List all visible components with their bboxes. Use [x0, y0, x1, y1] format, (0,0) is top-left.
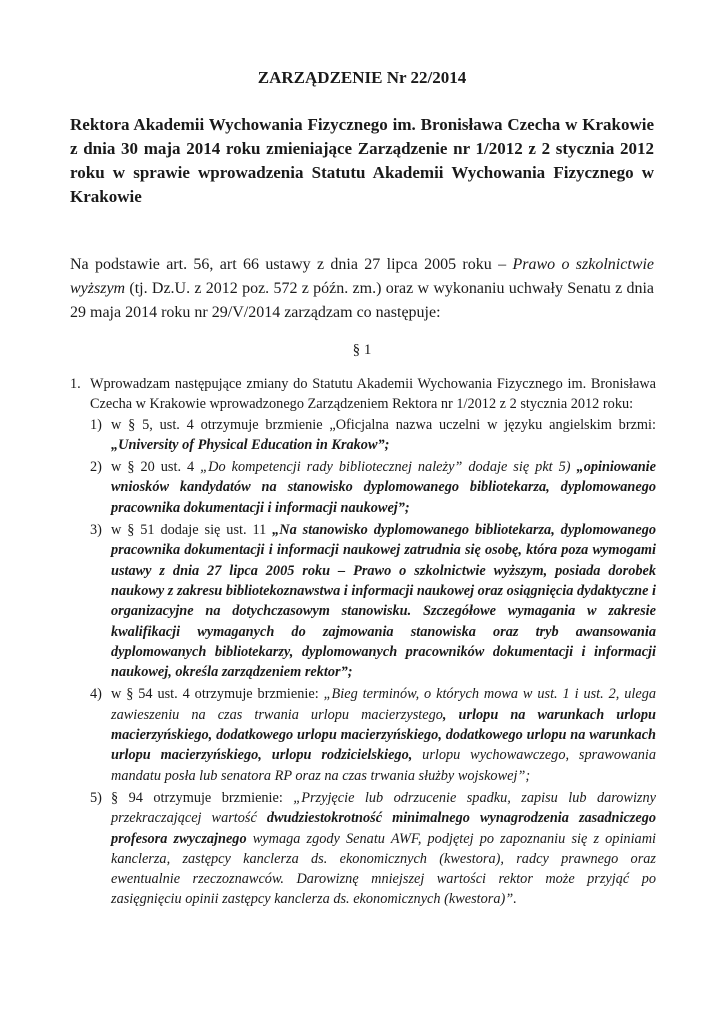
subitem-number: 2) — [90, 459, 102, 476]
subitem-text: w § 54 ust. 4 otrzymuje brzmienie: — [111, 686, 324, 703]
subitem-text: w § 20 ust. 4 — [111, 459, 201, 476]
subitem-number: 5) — [90, 789, 102, 806]
subitem-text: w § 5, ust. 4 otrzymuje brzmienie „Oficjalna nazwa uczelni w języku angielskim brzmi: — [111, 416, 656, 433]
subitem-4 — [70, 684, 656, 785]
document-subtitle: Rektora Akademii Wychowania Fizycznego im. Bronisława Czecha w Krakowie z dnia 30 maja 2014 roku zmieniające Zarządzenie nr 1/2012 z 2 stycznia 2012 roku w sprawie wprowadzenia Statutu Akademii Wychowania Fizycznego w Krakowie — [70, 115, 654, 206]
subitem-2 — [70, 457, 656, 518]
subitem-italic-text-end: urlopu wychowawczego, sprawowania mandatu posła lub senatora RP oraz na czas trwania służby wojskowej”; — [111, 747, 656, 784]
preamble-text-continued: (tj. Dz.U. z 2012 poz. 572 z późn. zm.) oraz w wykonaniu uchwały Senatu z dnia 29 maja 2014 roku nr 29/V/2014 zarządzam co następuje: — [70, 280, 654, 321]
subitem-italic-text: „Przyjęcie lub odrzucenie spadku, zapisu lub darowizny przekraczającej wartość — [111, 789, 656, 827]
subitems-list — [70, 415, 656, 910]
list-item-text: Wprowadzam następujące zmiany do Statutu Akademii Wychowania Fizycznego im. Bronisława Czecha w Krakowie wprowadzonego Zarządzeniem Rektora nr 1/2012 z 2 stycznia 2012 roku: — [90, 376, 656, 413]
document-title: ZARZĄDZENIE Nr 22/2014 — [257, 68, 467, 87]
subitem-number: 3) — [90, 522, 102, 539]
subitem-quote: dwudziestokrotność minimalnego wynagrodzenia zasadniczego profesora zwyczajnego — [111, 810, 656, 847]
subitem-quote: „opiniowanie wniosków kandydatów na stanowisko dyplomowanego bibliotekarza, dyplomowanego pracownika dokumentacji i informacji naukowej”; — [111, 459, 656, 516]
subitem-text: § 94 otrzymuje brzmienie: — [111, 789, 294, 806]
subitem-3 — [70, 520, 656, 682]
list-item-1 — [70, 374, 656, 415]
subitem-quote: , urlopu na warunkach urlopu macierzyńskiego, dodatkowego urlopu macierzyńskiego, dodatkowego urlopu na warunkach urlopu macierzyńskiego, urlopu rodzicielskiego, — [111, 706, 657, 764]
subitem-number: 4) — [90, 686, 102, 703]
preamble-act-name: Prawo o szkolnictwie wyższym — [70, 256, 654, 297]
section-mark: § 1 — [352, 342, 372, 358]
amendments-list — [70, 374, 656, 910]
list-item-number: 1. — [70, 376, 81, 392]
preamble-text: Na podstawie art. 56, art 66 ustawy z dnia 27 lipca 2005 roku – — [70, 256, 513, 273]
subitem-1 — [70, 415, 656, 456]
subitem-italic-text: „Do kompetencji rady bibliotecznej należy” dodaje się pkt 5) — [200, 459, 577, 476]
subitem-number: 1) — [90, 416, 102, 433]
subitem-text: w § 51 dodaje się ust. 11 — [111, 522, 273, 539]
preamble-paragraph — [70, 253, 654, 325]
subitem-quote: „Na stanowisko dyplomowanego bibliotekarza, dyplomowanego pracownika dokumentacji i informacji naukowej zatrudnia się osobę, która poza wymogami ustawy z dnia 27 lipca 2005 roku – Prawo o szkolnictwie wyższym, posiada dorobek naukowy z zakresu bibliotekoznawstwa i informacji naukowej oraz osiągnięcia dydaktyczne i organizacyjne na dotychczasowym stanowisku. Szczegółowe wymagania w zakresie kwalifikacji wymaganych do zajmowania stanowiska oraz tryb awansowania dyplomowanych bibliotekarzy, dyplomowanych pracowników dokumentacji i informacji naukowej, określa zarządzeniem rektor”; — [111, 522, 656, 681]
subitem-italic-text: „Bieg terminów, o których mowa w ust. 1 i ust. 2, ulega zawieszeniu na czas trwania urlopu macierzystego — [111, 686, 656, 723]
subitem-5 — [70, 788, 656, 910]
subitem-italic-text-end: wymaga zgody Senatu AWF, podjętej po zapoznaniu się z opiniami kanclerza, zastępcy kanclerza ds. ekonomicznych (kwestora), radcy prawnego oraz ewentualnie rzeczoznawców. Darowiznę mniejszej wartości rektor może przyjąć po zasięgnięciu opinii zastępcy kanclerza ds. ekonomicznych (kwestora)”. — [111, 830, 656, 908]
subitem-quote: „University of Physical Education in Krakow”; — [111, 436, 390, 453]
